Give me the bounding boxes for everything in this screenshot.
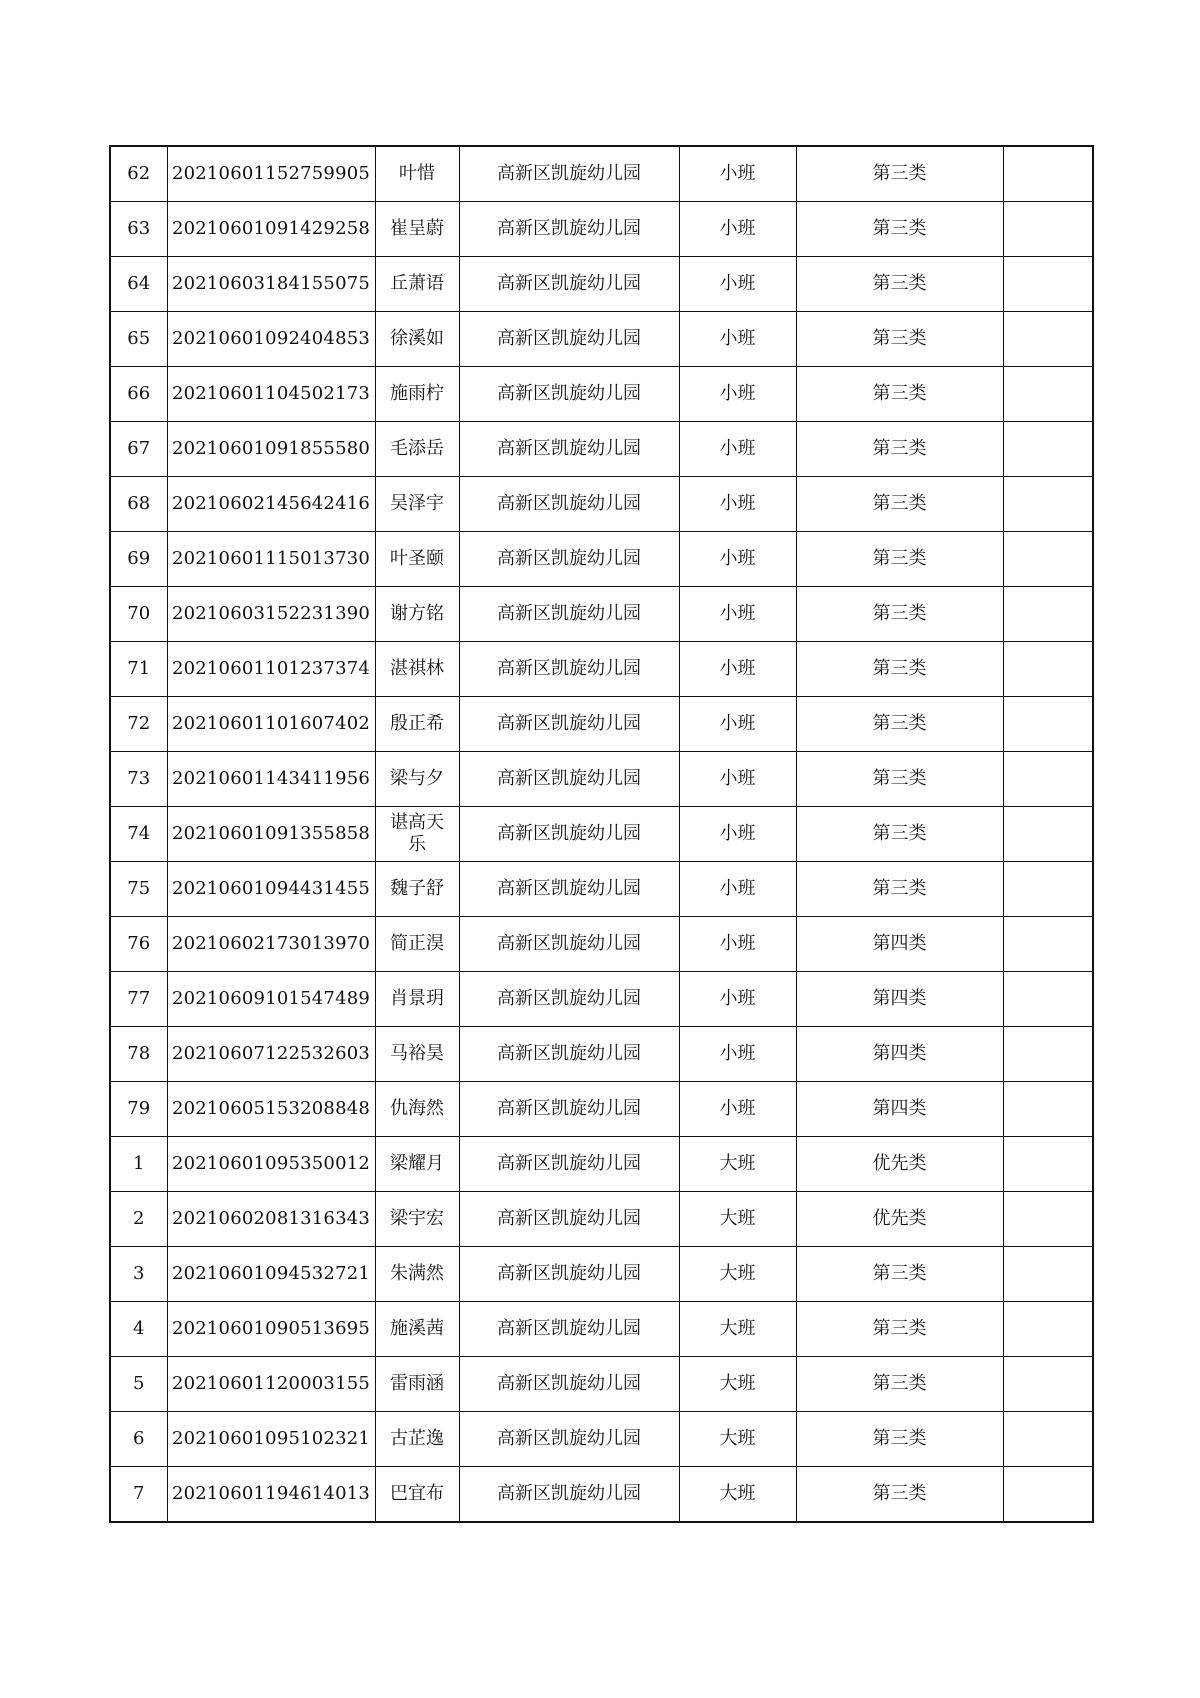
- application-id-cell: 20210601092404853: [167, 312, 375, 367]
- child-name-cell: 徐溪如: [375, 312, 459, 367]
- child-name-cell: 简正淏: [375, 917, 459, 972]
- remarks-cell: [1003, 146, 1093, 202]
- child-name-cell: 梁与夕: [375, 752, 459, 807]
- table-row: [110, 146, 1093, 202]
- child-name-cell: 梁耀月: [375, 1137, 459, 1192]
- category-cell: 第三类: [796, 532, 1003, 587]
- remarks-cell: [1003, 202, 1093, 257]
- remarks-cell: [1003, 367, 1093, 422]
- table-row: [110, 1082, 1093, 1137]
- table-row: [110, 807, 1093, 862]
- remarks-cell: [1003, 1082, 1093, 1137]
- application-id-cell: 20210601194614013: [167, 1467, 375, 1523]
- table-row: [110, 642, 1093, 697]
- row-number-cell: 66: [110, 367, 167, 422]
- row-number-cell: 5: [110, 1357, 167, 1412]
- application-id-cell: 20210601091855580: [167, 422, 375, 477]
- child-name-cell: 崔呈蔚: [375, 202, 459, 257]
- category-cell: 第三类: [796, 1467, 1003, 1523]
- category-cell: 第三类: [796, 422, 1003, 477]
- application-id-cell: 20210601115013730: [167, 532, 375, 587]
- category-cell: 第三类: [796, 257, 1003, 312]
- class-level-cell: 小班: [679, 477, 796, 532]
- row-number-cell: 77: [110, 972, 167, 1027]
- table-row: [110, 532, 1093, 587]
- category-cell: 第三类: [796, 477, 1003, 532]
- kindergarten-cell: 高新区凯旋幼儿园: [459, 972, 679, 1027]
- class-level-cell: 小班: [679, 202, 796, 257]
- category-cell: 第三类: [796, 1412, 1003, 1467]
- class-level-cell: 小班: [679, 257, 796, 312]
- category-cell: 第三类: [796, 367, 1003, 422]
- application-id-cell: 20210602081316343: [167, 1192, 375, 1247]
- application-id-cell: 20210605153208848: [167, 1082, 375, 1137]
- remarks-cell: [1003, 1467, 1093, 1523]
- category-cell: 第三类: [796, 312, 1003, 367]
- remarks-cell: [1003, 642, 1093, 697]
- category-cell: 第四类: [796, 917, 1003, 972]
- kindergarten-cell: 高新区凯旋幼儿园: [459, 257, 679, 312]
- application-id-cell: 20210602173013970: [167, 917, 375, 972]
- kindergarten-cell: 高新区凯旋幼儿园: [459, 202, 679, 257]
- remarks-cell: [1003, 422, 1093, 477]
- child-name-cell: 谢方铭: [375, 587, 459, 642]
- application-id-cell: 20210601095102321: [167, 1412, 375, 1467]
- remarks-cell: [1003, 1137, 1093, 1192]
- class-level-cell: 小班: [679, 917, 796, 972]
- category-cell: 第三类: [796, 587, 1003, 642]
- remarks-cell: [1003, 752, 1093, 807]
- remarks-cell: [1003, 1027, 1093, 1082]
- row-number-cell: 63: [110, 202, 167, 257]
- remarks-cell: [1003, 312, 1093, 367]
- application-id-cell: 20210601143411956: [167, 752, 375, 807]
- application-id-cell: 20210601091429258: [167, 202, 375, 257]
- table-row: [110, 972, 1093, 1027]
- row-number-cell: 76: [110, 917, 167, 972]
- application-id-cell: 20210601101607402: [167, 697, 375, 752]
- child-name-cell: 雷雨涵: [375, 1357, 459, 1412]
- application-id-cell: 20210601101237374: [167, 642, 375, 697]
- category-cell: 第四类: [796, 972, 1003, 1027]
- table-row: [110, 1302, 1093, 1357]
- remarks-cell: [1003, 1247, 1093, 1302]
- child-name-cell: 毛添岳: [375, 422, 459, 477]
- kindergarten-cell: 高新区凯旋幼儿园: [459, 312, 679, 367]
- child-name-cell: 魏子舒: [375, 862, 459, 917]
- table-row: [110, 587, 1093, 642]
- kindergarten-cell: 高新区凯旋幼儿园: [459, 477, 679, 532]
- child-name-cell: 湛祺林: [375, 642, 459, 697]
- child-name-cell: 巴宜布: [375, 1467, 459, 1523]
- table-row: [110, 1412, 1093, 1467]
- class-level-cell: 小班: [679, 1027, 796, 1082]
- child-name-cell: 朱满然: [375, 1247, 459, 1302]
- child-name-cell: 仇海然: [375, 1082, 459, 1137]
- class-level-cell: 小班: [679, 642, 796, 697]
- application-id-cell: 20210602145642416: [167, 477, 375, 532]
- table-row: [110, 1192, 1093, 1247]
- remarks-cell: [1003, 917, 1093, 972]
- application-id-cell: 20210601104502173: [167, 367, 375, 422]
- kindergarten-cell: 高新区凯旋幼儿园: [459, 1137, 679, 1192]
- application-id-cell: 20210601094431455: [167, 862, 375, 917]
- table-row: [110, 1137, 1093, 1192]
- enrollment-table-body: [110, 146, 1093, 1522]
- table-row: [110, 422, 1093, 477]
- category-cell: 第四类: [796, 1027, 1003, 1082]
- application-id-cell: 20210601095350012: [167, 1137, 375, 1192]
- child-name-cell: 叶惜: [375, 146, 459, 202]
- category-cell: 第三类: [796, 752, 1003, 807]
- remarks-cell: [1003, 972, 1093, 1027]
- application-id-cell: 20210603184155075: [167, 257, 375, 312]
- child-name-cell: 谌高天乐: [375, 807, 459, 862]
- category-cell: 第三类: [796, 807, 1003, 862]
- row-number-cell: 68: [110, 477, 167, 532]
- remarks-cell: [1003, 1412, 1093, 1467]
- kindergarten-cell: 高新区凯旋幼儿园: [459, 697, 679, 752]
- row-number-cell: 64: [110, 257, 167, 312]
- kindergarten-cell: 高新区凯旋幼儿园: [459, 642, 679, 697]
- application-id-cell: 20210601152759905: [167, 146, 375, 202]
- row-number-cell: 72: [110, 697, 167, 752]
- class-level-cell: 小班: [679, 587, 796, 642]
- table-row: [110, 1357, 1093, 1412]
- category-cell: 第三类: [796, 146, 1003, 202]
- table-row: [110, 1467, 1093, 1523]
- category-cell: 第三类: [796, 202, 1003, 257]
- kindergarten-cell: 高新区凯旋幼儿园: [459, 862, 679, 917]
- table-row: [110, 477, 1093, 532]
- application-id-cell: 20210601090513695: [167, 1302, 375, 1357]
- class-level-cell: 大班: [679, 1412, 796, 1467]
- kindergarten-cell: 高新区凯旋幼儿园: [459, 1357, 679, 1412]
- row-number-cell: 2: [110, 1192, 167, 1247]
- class-level-cell: 大班: [679, 1137, 796, 1192]
- class-level-cell: 小班: [679, 312, 796, 367]
- table-row: [110, 862, 1093, 917]
- kindergarten-cell: 高新区凯旋幼儿园: [459, 1027, 679, 1082]
- table-row: [110, 1247, 1093, 1302]
- row-number-cell: 71: [110, 642, 167, 697]
- child-name-cell: 施溪茜: [375, 1302, 459, 1357]
- child-name-cell: 叶圣颐: [375, 532, 459, 587]
- enrollment-table: [109, 145, 1094, 1523]
- kindergarten-cell: 高新区凯旋幼儿园: [459, 422, 679, 477]
- table-row: [110, 202, 1093, 257]
- category-cell: 第四类: [796, 1082, 1003, 1137]
- application-id-cell: 20210601094532721: [167, 1247, 375, 1302]
- table-row: [110, 367, 1093, 422]
- child-name-cell: 殷正希: [375, 697, 459, 752]
- kindergarten-cell: 高新区凯旋幼儿园: [459, 752, 679, 807]
- kindergarten-cell: 高新区凯旋幼儿园: [459, 367, 679, 422]
- child-name-cell: 马裕昊: [375, 1027, 459, 1082]
- row-number-cell: 62: [110, 146, 167, 202]
- child-name-cell: 古芷逸: [375, 1412, 459, 1467]
- row-number-cell: 3: [110, 1247, 167, 1302]
- remarks-cell: [1003, 1302, 1093, 1357]
- row-number-cell: 7: [110, 1467, 167, 1523]
- category-cell: 优先类: [796, 1192, 1003, 1247]
- kindergarten-cell: 高新区凯旋幼儿园: [459, 1082, 679, 1137]
- row-number-cell: 69: [110, 532, 167, 587]
- kindergarten-cell: 高新区凯旋幼儿园: [459, 146, 679, 202]
- remarks-cell: [1003, 1357, 1093, 1412]
- table-row: [110, 1027, 1093, 1082]
- kindergarten-cell: 高新区凯旋幼儿园: [459, 1192, 679, 1247]
- application-id-cell: 20210607122532603: [167, 1027, 375, 1082]
- kindergarten-cell: 高新区凯旋幼儿园: [459, 1247, 679, 1302]
- category-cell: 第三类: [796, 1247, 1003, 1302]
- class-level-cell: 小班: [679, 367, 796, 422]
- kindergarten-cell: 高新区凯旋幼儿园: [459, 532, 679, 587]
- row-number-cell: 79: [110, 1082, 167, 1137]
- child-name-cell: 施雨柠: [375, 367, 459, 422]
- category-cell: 优先类: [796, 1137, 1003, 1192]
- table-row: [110, 752, 1093, 807]
- application-id-cell: 20210603152231390: [167, 587, 375, 642]
- remarks-cell: [1003, 862, 1093, 917]
- application-id-cell: 20210601091355858: [167, 807, 375, 862]
- category-cell: 第三类: [796, 1302, 1003, 1357]
- child-name-cell: 肖景玥: [375, 972, 459, 1027]
- class-level-cell: 小班: [679, 807, 796, 862]
- class-level-cell: 大班: [679, 1192, 796, 1247]
- table-row: [110, 697, 1093, 752]
- class-level-cell: 小班: [679, 422, 796, 477]
- remarks-cell: [1003, 807, 1093, 862]
- remarks-cell: [1003, 477, 1093, 532]
- row-number-cell: 1: [110, 1137, 167, 1192]
- row-number-cell: 4: [110, 1302, 167, 1357]
- remarks-cell: [1003, 697, 1093, 752]
- kindergarten-cell: 高新区凯旋幼儿园: [459, 1467, 679, 1523]
- class-level-cell: 小班: [679, 1082, 796, 1137]
- kindergarten-cell: 高新区凯旋幼儿园: [459, 807, 679, 862]
- class-level-cell: 小班: [679, 972, 796, 1027]
- row-number-cell: 73: [110, 752, 167, 807]
- category-cell: 第三类: [796, 1357, 1003, 1412]
- class-level-cell: 小班: [679, 697, 796, 752]
- row-number-cell: 74: [110, 807, 167, 862]
- kindergarten-cell: 高新区凯旋幼儿园: [459, 587, 679, 642]
- row-number-cell: 6: [110, 1412, 167, 1467]
- class-level-cell: 大班: [679, 1302, 796, 1357]
- row-number-cell: 78: [110, 1027, 167, 1082]
- remarks-cell: [1003, 587, 1093, 642]
- child-name-cell: 吴泽宇: [375, 477, 459, 532]
- category-cell: 第三类: [796, 862, 1003, 917]
- class-level-cell: 小班: [679, 752, 796, 807]
- remarks-cell: [1003, 257, 1093, 312]
- class-level-cell: 小班: [679, 146, 796, 202]
- child-name-cell: 丘萧语: [375, 257, 459, 312]
- table-row: [110, 257, 1093, 312]
- application-id-cell: 20210601120003155: [167, 1357, 375, 1412]
- remarks-cell: [1003, 532, 1093, 587]
- class-level-cell: 大班: [679, 1247, 796, 1302]
- child-name-cell: 梁宇宏: [375, 1192, 459, 1247]
- application-id-cell: 20210609101547489: [167, 972, 375, 1027]
- table-row: [110, 917, 1093, 972]
- kindergarten-cell: 高新区凯旋幼儿园: [459, 1302, 679, 1357]
- class-level-cell: 大班: [679, 1467, 796, 1523]
- category-cell: 第三类: [796, 697, 1003, 752]
- kindergarten-cell: 高新区凯旋幼儿园: [459, 1412, 679, 1467]
- row-number-cell: 75: [110, 862, 167, 917]
- class-level-cell: 大班: [679, 1357, 796, 1412]
- class-level-cell: 小班: [679, 862, 796, 917]
- row-number-cell: 65: [110, 312, 167, 367]
- table-row: [110, 312, 1093, 367]
- row-number-cell: 70: [110, 587, 167, 642]
- category-cell: 第三类: [796, 642, 1003, 697]
- kindergarten-cell: 高新区凯旋幼儿园: [459, 917, 679, 972]
- remarks-cell: [1003, 1192, 1093, 1247]
- row-number-cell: 67: [110, 422, 167, 477]
- class-level-cell: 小班: [679, 532, 796, 587]
